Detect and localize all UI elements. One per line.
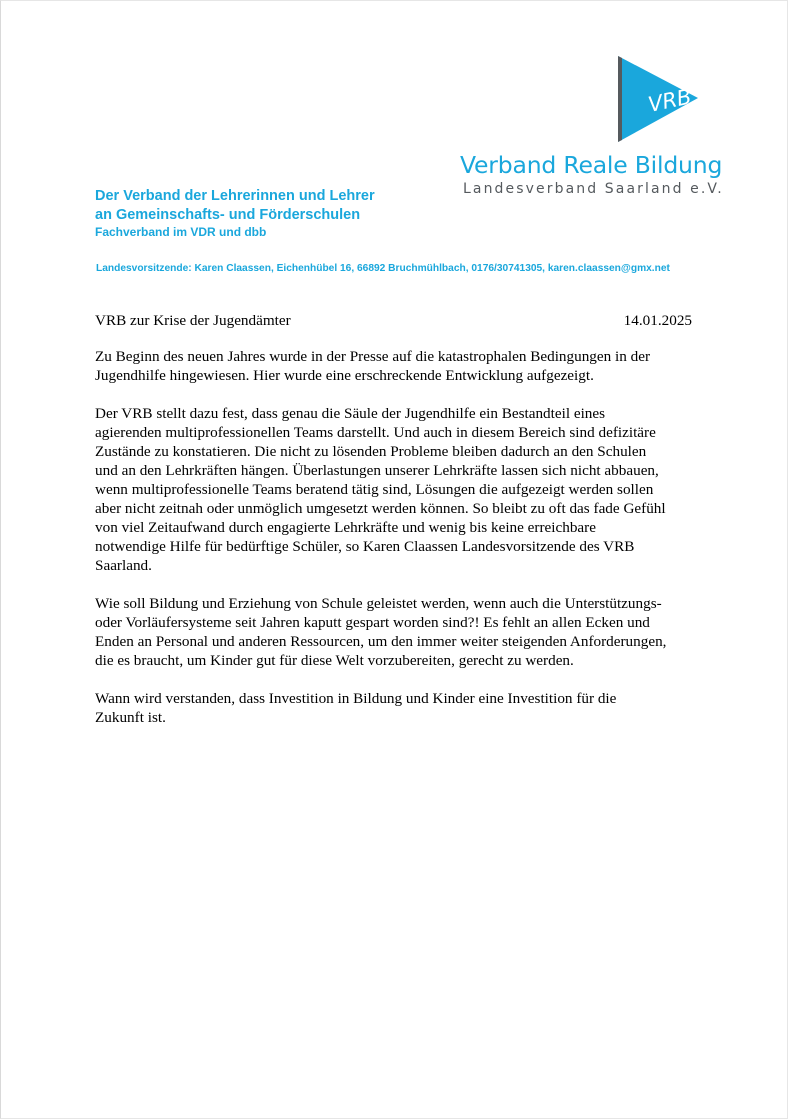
letter-subject: VRB zur Krise der Jugendämter: [95, 312, 291, 329]
text-line: Zu Beginn des neuen Jahres wurde in der Presse auf die katastrophalen Bedingungen in der: [95, 348, 651, 365]
logo-text: VRB: [646, 84, 694, 117]
text-line: wenn multiprofessionelle Teams beratend tätig sind, Lösungen die aufgezeigt werden sollen: [95, 481, 654, 498]
text-line: Enden an Personal und anderen Ressourcen, um den immer weiter steigenden Anforderungen,: [95, 633, 667, 650]
text-line: Wann wird verstanden, dass Investition in Bildung und Kinder eine Investition für die: [95, 690, 617, 707]
text-line: Der VRB stellt dazu fest, dass genau die Säule der Jugendhilfe ein Bestandteil eines: [95, 405, 606, 422]
text-line: von viel Zeitaufwand durch engagierte Lehrkräfte und wenig bis keine erreichbare: [95, 519, 596, 536]
text-line: Zustände zu konstatieren. Die nicht zu lösenden Probleme bleiben dadurch an den Schulen: [95, 443, 647, 460]
brand-name: Verband Reale Bildung: [460, 151, 723, 179]
org-line-3: Fachverband im VDR und dbb: [95, 225, 267, 239]
text-line: Zukunft ist.: [95, 709, 166, 726]
text-line: Saarland.: [95, 557, 152, 574]
text-line: agierenden multiprofessionellen Teams darstellt. Und auch in diesem Bereich sind defizitäre: [95, 424, 656, 441]
paragraph: [95, 347, 701, 385]
text-line: und an den Lehrkräften hängen. Überlastungen unserer Lehrkräfte lassen sich nicht abbauen,: [95, 462, 659, 479]
subject-row: [95, 311, 695, 330]
paragraph: [95, 689, 701, 727]
letter-body: [95, 347, 701, 746]
text-line: die es braucht, um Kinder gut für diese Welt vorzubereiten, gerecht zu werden.: [95, 652, 574, 669]
text-line: aber nicht zeitnah oder unmöglich umgesetzt werden können. So bleibt zu oft das fade Gefühl: [95, 500, 666, 517]
text-line: oder Vorläufersysteme seit Jahren kaputt gespart worden sind?! Es fehlt an allen Ecken und: [95, 614, 650, 631]
brand-subtitle: Landesverband Saarland e.V.: [463, 181, 724, 197]
org-line-2: an Gemeinschafts- und Förderschulen: [95, 207, 361, 223]
paragraph: [95, 404, 701, 575]
contact-line: Landesvorsitzende: Karen Claassen, Eichenhübel 16, 66892 Bruchmühlbach, 0176/30741305, karen.claassen@gmx.net: [96, 263, 670, 274]
letter-date: 14.01.2025: [623, 312, 692, 329]
paragraph: [95, 594, 701, 670]
text-line: notwendige Hilfe für bedürftige Schüler, so Karen Claassen Landesvorsitzende des VRB: [95, 538, 635, 555]
vrb-logo-icon: [606, 52, 706, 147]
org-line-1: Der Verband der Lehrerinnen und Lehrer: [95, 188, 375, 204]
text-line: Jugendhilfe hingewiesen. Hier wurde eine erschreckende Entwicklung aufgezeigt.: [95, 367, 594, 384]
text-line: Wie soll Bildung und Erziehung von Schule geleistet werden, wenn auch die Unterstützungs-: [95, 595, 662, 612]
organization-block: [95, 187, 455, 240]
